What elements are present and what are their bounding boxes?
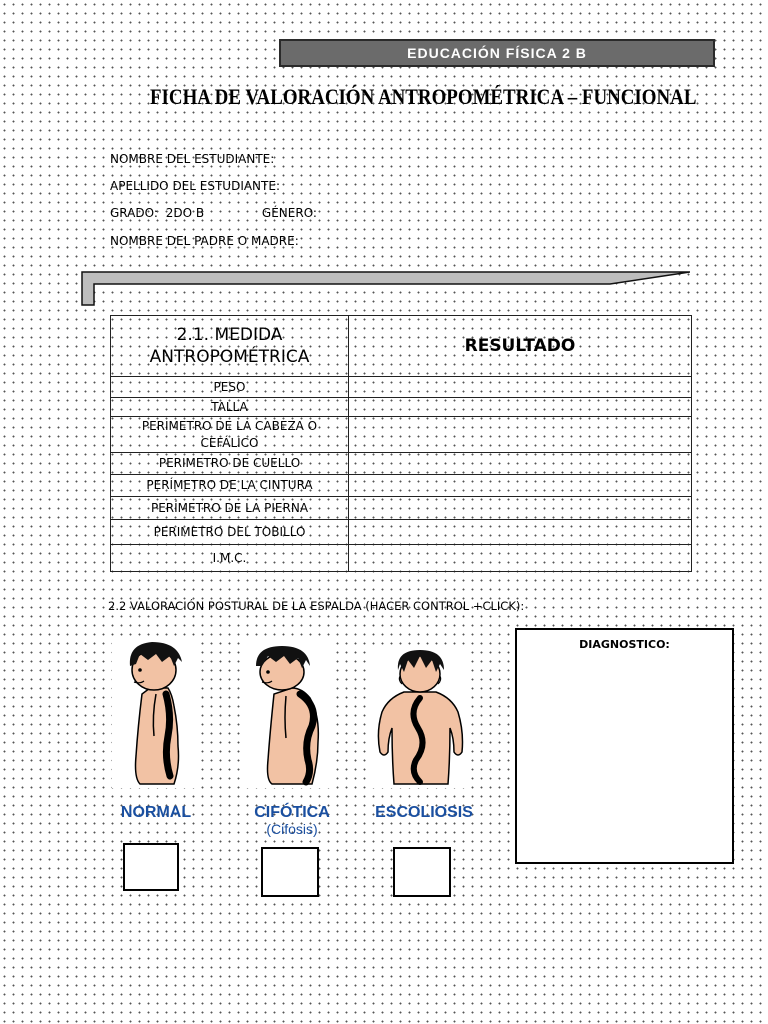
measure-label: I.M.C. (111, 545, 349, 572)
table-row (111, 453, 692, 475)
grade-gender-row (110, 206, 317, 220)
kyphosis-caption-sub: (Cifosis) (266, 821, 318, 837)
grade-label: GRADO: (110, 206, 158, 220)
measure-label: TALLA (111, 398, 349, 417)
kyphosis-spine-figure-icon (242, 642, 334, 788)
normal-caption-text: NORMAL (120, 804, 192, 821)
table-row (111, 520, 692, 545)
table-header-result: RESULTADO (349, 316, 692, 377)
student-name-field[interactable] (110, 152, 274, 166)
table-row (111, 398, 692, 417)
scoliosis-caption (360, 804, 488, 821)
table-header-measure: 2.1. MEDIDA ANTROPOMÉTRICA (111, 316, 349, 377)
table-row (111, 475, 692, 497)
diagnostic-title: DIAGNOSTICO: (579, 638, 670, 651)
table-row (111, 497, 692, 520)
result-cell[interactable] (349, 417, 692, 453)
result-cell[interactable] (349, 545, 692, 572)
parent-name-label: NOMBRE DEL PADRE O MADRE: (110, 234, 299, 248)
result-cell[interactable] (349, 520, 692, 545)
table-row (111, 377, 692, 398)
subject-banner: EDUCACIÓN FÍSICA 2 B (279, 39, 715, 67)
normal-spine-figure-icon (112, 636, 200, 788)
gender-label[interactable]: GÉNERO: (261, 206, 317, 220)
student-surname-field[interactable] (110, 179, 280, 193)
result-cell[interactable] (349, 497, 692, 520)
measure-label: PERIMETRO DEL TOBILLO (111, 520, 349, 545)
kyphosis-caption (236, 804, 348, 838)
measure-label: PERÍMETRO DE LA PIERNA (111, 497, 349, 520)
normal-caption (108, 804, 204, 821)
anthropometric-table (110, 315, 692, 572)
scoliosis-spine-figure-icon (370, 648, 470, 788)
table-row (111, 545, 692, 572)
table-row (111, 417, 692, 453)
kyphosis-checkbox[interactable] (261, 847, 319, 897)
normal-checkbox[interactable] (123, 843, 179, 891)
scoliosis-checkbox[interactable] (393, 847, 451, 897)
result-cell[interactable] (349, 475, 692, 497)
posture-section-label: 2.2 VALORACIÓN POSTURAL DE LA ESPALDA (HACER CONTROL +CLICK): (108, 599, 525, 613)
student-surname-label: APELLIDO DEL ESTUDIANTE: (110, 179, 280, 193)
measure-label: PERÍMETRO DE LA CINTURA (111, 475, 349, 497)
section-separator (80, 268, 690, 308)
grade-value[interactable]: 2DO B (165, 206, 205, 220)
table-header-row (111, 316, 692, 377)
kyphosis-caption-text: CIFÓTICA (254, 804, 330, 821)
measure-label: PESO (111, 377, 349, 398)
scoliosis-caption-text: ESCOLIOSIS (375, 804, 473, 821)
diagnostic-box[interactable] (515, 628, 734, 864)
measure-label: PERIMETRO DE LA CABEZA O CEFÁLICO (111, 417, 349, 453)
result-cell[interactable] (349, 398, 692, 417)
page-title: FICHA DE VALORACIÓN ANTROPOMÉTRICA – FUNCIONAL (150, 84, 697, 109)
parent-name-field[interactable] (110, 234, 299, 248)
measure-label: PERIMETRO DE CUELLO (111, 453, 349, 475)
result-cell[interactable] (349, 453, 692, 475)
result-cell[interactable] (349, 377, 692, 398)
student-name-label: NOMBRE DEL ESTUDIANTE: (110, 152, 275, 166)
